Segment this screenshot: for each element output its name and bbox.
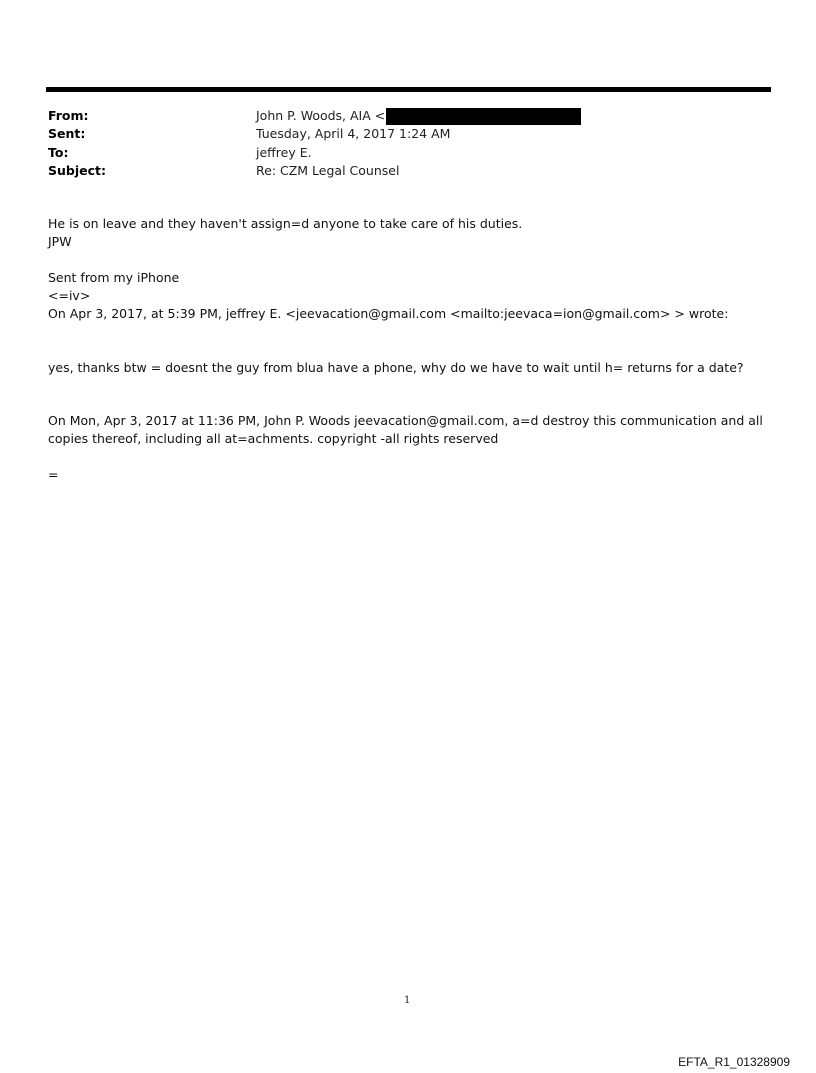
subject-label: Subject:	[48, 162, 106, 178]
document-id: EFTA_R1_01328909	[678, 1055, 790, 1069]
sent-label: Sent:	[48, 126, 86, 142]
email-header	[48, 107, 748, 180]
from-value	[256, 107, 581, 125]
to-value: jeffrey E.	[256, 144, 312, 160]
body-line-7: On Mon, Apr 3, 2017 at 11:36 PM, John P. Woods jeevacation@gmail.com, a=d destroy this communication and all	[48, 413, 763, 428]
page-number: 1	[404, 995, 411, 1006]
header-divider	[46, 87, 771, 92]
sent-value: Tuesday, April 4, 2017 1:24 AM	[256, 126, 451, 142]
body-line-9: =	[48, 467, 59, 482]
subject-value: Re: CZM Legal Counsel	[256, 162, 400, 178]
body-line-4: <=iv>	[48, 288, 91, 303]
subject-row	[48, 162, 748, 180]
from-row	[48, 107, 748, 125]
redaction-block	[386, 108, 581, 125]
from-label: From:	[48, 108, 89, 123]
body-line-1: He is on leave and they haven't assign=d anyone to take care of his duties.	[48, 216, 523, 231]
to-label: To:	[48, 144, 69, 160]
body-line-5: On Apr 3, 2017, at 5:39 PM, jeffrey E. <jeevacation@gmail.com <mailto:jeevaca=ion@gmail.com> > wrote:	[48, 306, 729, 321]
body-line-8: copies thereof, including all at=achments. copyright -all rights reserved	[48, 431, 499, 446]
body-line-3: Sent from my iPhone	[48, 270, 180, 285]
sent-row	[48, 125, 748, 143]
body-line-2: JPW	[48, 234, 72, 249]
to-row	[48, 144, 748, 162]
from-sender: John P. Woods, AIA <	[256, 108, 386, 123]
body-line-6: yes, thanks btw = doesnt the guy from blua have a phone, why do we have to wait until h= returns for a date?	[48, 360, 744, 375]
